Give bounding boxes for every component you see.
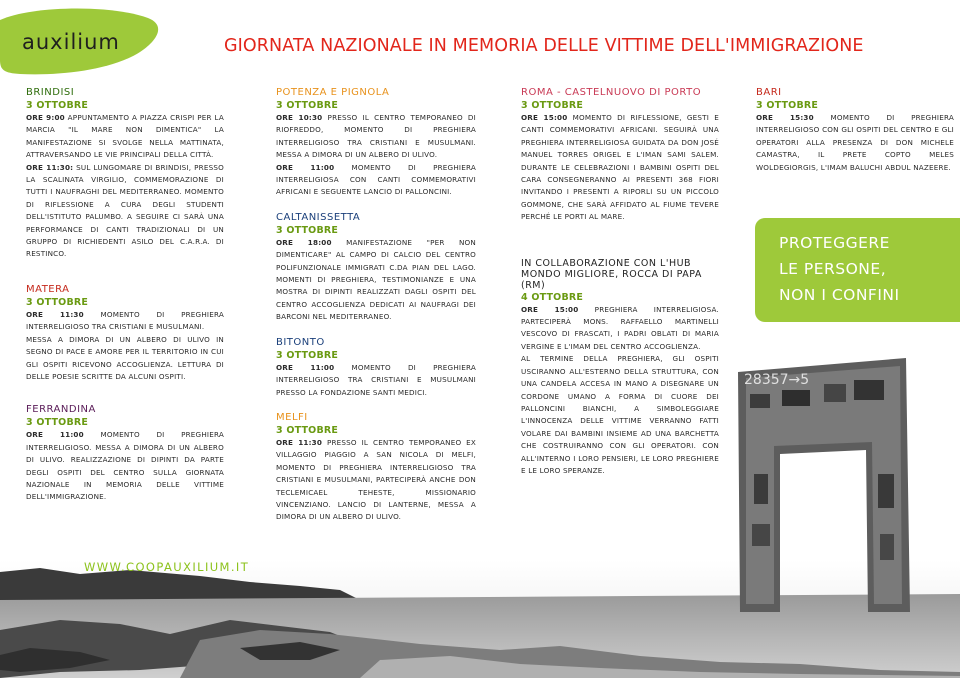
event-brindisi-1: ORE 9:00 APPUNTAMENTO A PIAZZA CRISPI PER LA MARCIA "IL MARE NON DIMENTICA" LA MANIFESTAZIONE SI SVOLGE NELLA MATTINATA, ATTRAVERSANDO LE VIE PRINCIPALI DELLA CITTÀ. xyxy=(26,113,224,160)
date-ferrandina: 3 OTTOBRE xyxy=(26,417,89,429)
door-of-europe-sculpture xyxy=(734,354,916,616)
date-bitonto: 3 OTTOBRE xyxy=(276,349,339,361)
website-link[interactable]: WWW.COOPAUXILIUM.IT xyxy=(84,560,250,574)
event-ferrandina-1: ORE 11:00 MOMENTO DI PREGHIERA INTERRELIGIOSO. MESSA A DIMORA DI UN ALBERO DI ULIVO. REALIZZAZIONE DI DIPINTI DA PARTE DEGLI OSPITI DEL CENTRO SULLA GIORNATA NAZIONALE IN MEMORIA DELLE VITTIME DELL'IMMIGRAZIONE. xyxy=(26,430,224,502)
city-melfi: MELFI xyxy=(276,411,308,423)
city-ferrandina: FERRANDINA xyxy=(26,404,96,416)
column-3 xyxy=(521,86,719,477)
column-4 xyxy=(756,86,954,174)
city-roma: ROMA - CASTELNUOVO DI PORTO xyxy=(521,87,702,98)
event-hub-1: ORE 15:00 PREGHIERA INTERRELIGIOSA. PARTECIPERÀ MONS. RAFFAELLO MARTINELLI VESCOVO DI FRASCATI, I PADRI OBLATI DI MARIA VERGINE E L'IMAM DEL CENTRO ACCOGLIENZA. xyxy=(521,304,719,351)
column-2 xyxy=(276,86,476,524)
event-potenza-2: ORE 11:00 MOMENTO DI PREGHIERA INTERRELIGIOSA CON CANTI COMMEMORATIVI AFRICANI E SEGUENTE LANCIO DI PALLONCINI. xyxy=(276,162,476,197)
city-matera: MATERA xyxy=(26,283,70,295)
city-bitonto: BITONTO xyxy=(276,336,325,348)
event-bari-1: ORE 15:30 MOMENTO DI PREGHIERA INTERRELIGIOSO CON GLI OSPITI DEL CENTRO E GLI OPERATORI ALLA PRESENZA DI DON MICHELE CAMASTRA, IL PRETE COPTO MELES WOLDEGIORGIS, L'IMAM BALUCHI ABDUL NAZEERE. xyxy=(756,113,954,172)
date-brindisi: 3 OTTOBRE xyxy=(26,100,89,111)
city-caltanissetta: CALTANISSETTA xyxy=(276,211,361,223)
date-roma: 3 OTTOBRE xyxy=(521,100,584,111)
page-title: GIORNATA NAZIONALE IN MEMORIA DELLE VITTIME DELL'IMMIGRAZIONE xyxy=(224,36,864,56)
event-roma-1: ORE 15:00 MOMENTO DI RIFLESSIONE, GESTI E CANTI COMMEMORATIVI AFRICANI. SEGUIRÀ UNA PREGHIERA INTERRELIGIOSA GUIDATA DA DON JOSÉ MANUEL TORRES ORIGEL E L'IMAN SAMI SALEM. DURANTE LE CELEBRAZIONI I BAMBINI OSPITI DEL CARA CONSEGNERANNO AI PRESENTI 368 FIORI INVITANDO I PRESENTI A RIPORLI SU UN PICCOLO GOMMONE, CHE SARÀ AFFIDATO AL FIUME TEVERE PERCHÉ LE PORTI AL MARE. xyxy=(521,113,719,222)
city-bari: BARI xyxy=(756,87,782,98)
date-matera: 3 OTTOBRE xyxy=(26,296,89,308)
date-melfi: 3 OTTOBRE xyxy=(276,424,339,436)
event-hub-2: AL TERMINE DELLA PREGHIERA, GLI OSPITI USCIRANNO ALL'ESTERNO DELLA STRUTTURA, CON UNA CANDELA ACCESA IN MANO A DISEGNARE UN CORDONE UMANO A FORMA DI CUORE DEI PALLONCINI BIANCHI, A SIMBOLEGGIARE L'INNOCENZA DELLE VITTIME VERRANNO FATTI VOLARE DAI BAMBINI INSIEME AD UNA BARCHETTA CHE COSTRUIRANNO CON GLI OPERATORI. CON ALL'INTERNO I LORO PENSIERI, LE LORO PREGHIERE E LE LORO SPERANZE. xyxy=(521,354,719,475)
slogan-line-3: NON I CONFINI xyxy=(779,286,900,304)
column-1 xyxy=(26,86,224,504)
logo-text: auxilium xyxy=(22,30,120,54)
event-matera-1: ORE 11:30 MOMENTO DI PREGHIERA INTERRELIGIOSO TRA CRISTIANI E MUSULMANI. xyxy=(26,309,224,332)
event-matera-2: MESSA A DIMORA DI UN ALBERO DI ULIVO IN SEGNO DI PACE E AMORE PER IL TERRITORIO IN CUI GLI OSPITI RICEVONO ACCOGLIENZA. LETTURA DI DELLE POESIE SCRITTE DA ALCUNI OSPITI. xyxy=(26,334,224,381)
auxilium-logo xyxy=(0,0,175,78)
slogan-box xyxy=(755,218,960,322)
event-caltanissetta-1: ORE 18:00 MANIFESTAZIONE "PER NON DIMENTICARE" AL CAMPO DI CALCIO DEL CENTRO POLIFUNZIONALE IMMIGRATI C.DA PIAN DEL LAGO. MOMENTI DI PREGHIERA, TESTIMONIANZE E UNA MOSTRA DI DIPINTI REALIZZATI DAGLI OSPITI DEL CENTRO ACCOGLIENZA DEDICATI AI NAUFRAGI DEI BARCONI NEL MEDITERRANEO. xyxy=(276,237,476,322)
date-caltanissetta: 3 OTTOBRE xyxy=(276,224,339,236)
event-potenza-1: ORE 10:30 PRESSO IL CENTRO TEMPORANEO DI RIOFREDDO, MOMENTO DI PREGHIERA INTERRELIGIOSO TRA CRISTIANI E MUSULMANI. MESSA A DIMORA DI UN ALBERO DI ULIVO. xyxy=(276,113,476,160)
date-potenza: 3 OTTOBRE xyxy=(276,100,339,111)
door-numbers: 28357→5 xyxy=(744,372,810,388)
slogan-line-2: LE PERSONE, xyxy=(779,260,887,278)
slogan-line-1: PROTEGGERE xyxy=(779,234,890,252)
city-potenza: POTENZA E PIGNOLA xyxy=(276,87,390,98)
event-brindisi-2: ORE 11:30: SUL LUNGOMARE DI BRINDISI, PRESSO LA SCALINATA VIRGILIO, COMMEMORAZIONE DI TUTTI I NAUFRAGHI DEL MEDITERRANEO. MOMENTO DI RIFLESSIONE A CURA DEGLI STUDENTI DELL'ISTITUTO PALUMBO. A SEGUIRE CI SARÀ UNA PERFORMANCE DI CANTI TRADIZIONALI DI UN GRUPPO DI RICHIEDENTI ASILO DEL C.A.R.A. DI RESTINCO. xyxy=(26,162,224,259)
date-bari: 3 OTTOBRE xyxy=(756,100,819,111)
date-hub: 4 OTTOBRE xyxy=(521,291,584,303)
event-bitonto-1: ORE 11:00 MOMENTO DI PREGHIERA INTERRELIGIOSO TRA CRISTIANI E MUSULMANI PRESSO LA FONDAZIONE SANTI MEDICI. xyxy=(276,362,476,397)
city-hub: IN COLLABORAZIONE CON L'HUB MONDO MIGLIORE, ROCCA DI PAPA (RM) xyxy=(521,257,702,291)
event-melfi-1: ORE 11:30 PRESSO IL CENTRO TEMPORANEO EX VILLAGGIO PIAGGIO A SAN NICOLA DI MELFI, MOMENTO DI PREGHIERA INTERRELIGIOSO TRA CRISTIANI E MUSULMANI, PARTECIPERÀ ANCHE DON TECLEMICAEL TEHESTE, MISSIONARIO VINCENZIANO. LANCIO DI LANTERNE, MESSA A DIMORA DI UN ALBERO DI ULIVO. xyxy=(276,437,476,522)
city-brindisi: BRINDISI xyxy=(26,87,75,98)
